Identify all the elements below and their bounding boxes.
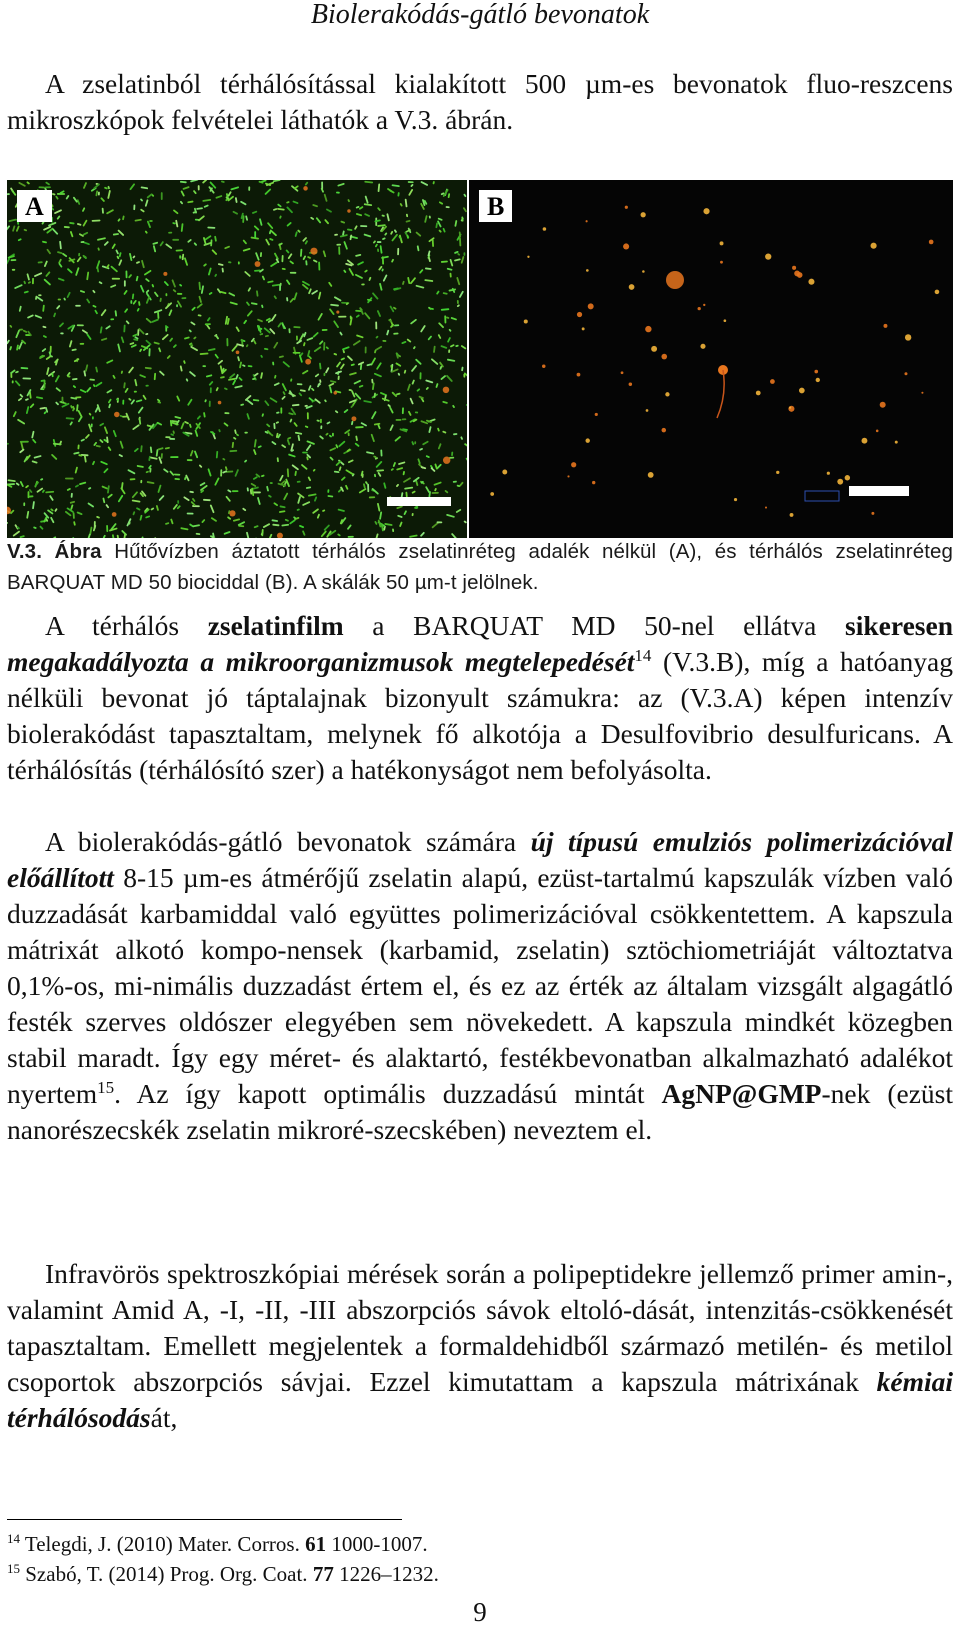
scale-bar-a <box>387 497 451 506</box>
footnote-14-text: Telegdi, J. (2010) Mater. Corros. <box>20 1532 306 1556</box>
page-number: 9 <box>473 1597 487 1627</box>
p2-bold-1: AgNP@GMP <box>661 1078 822 1109</box>
footnote-15 <box>7 1562 439 1586</box>
p1-bold-italic-1: megakadályozta a mikroorganizmusok megtelepedését <box>7 646 635 677</box>
footnote-14-volume: 61 <box>305 1532 327 1556</box>
p2-text-1: A biolerakódás-gátló bevonatok számára <box>45 826 531 857</box>
footnote-15-number: 15 <box>7 1561 20 1576</box>
panel-b-label: B <box>479 190 512 222</box>
footnote-14-pages: 1000-1007. <box>326 1532 428 1556</box>
panel-b-micrograph <box>469 180 953 538</box>
p3-text-1: Infravörös spektroszkópiai mérések során a polipeptidekre jellemző primer amin-, valamint Amid A, -I, -II, -III abszorpciós sávok eltoló-dását, intenzitás-csökkenését tapasztaltam. Emellett megjelentek a formaldehidből származó metilén- és metilol csoportok abszorpciós sávjai. Ezzel kimutattam a kapszula mátrixának <box>7 1258 953 1397</box>
caption-text: Hűtővízben áztatott térhálós zselatinréteg adalék nélkül (A), és térhálós zselatinréteg BARQUAT MD 50 biociddal (B). A skálák 50 µm-t jelölnek. <box>7 540 953 594</box>
panel-b-image <box>469 180 953 538</box>
footnote-divider <box>7 1519 402 1520</box>
panel-a-image <box>7 180 467 538</box>
p2-text-4: -nek (ezüst nanorészecskék zselatin mikroré-szecskében) neveztem el. <box>7 1078 953 1145</box>
p2-bold-italic-1: új típusú emulziós polimerizációval előállított <box>7 826 953 893</box>
intro-text: A zselatinból térhálósítással kialakított 500 µm-es bevonatok fluo-reszcens mikroszkópok felvételei láthatók a V.3. ábrán. <box>7 68 953 135</box>
footnote-ref-14: 14 <box>634 645 652 665</box>
footnote-14 <box>7 1532 428 1556</box>
p3-text-2: át, <box>150 1402 178 1433</box>
panel-a-label: A <box>17 190 52 222</box>
p1-text-3: (V.3.B), míg a hatóanyag nélküli bevonat jó táptalajnak bizonyult számukra: az (V.3.A) képen intenzív biolerakódást tapasztaltam, melynek fő alkotója a Desulfovibrio desulfuricans. A térhálósítás (térhálósító szer) a hatékonyságot nem befolyásolta. <box>7 646 953 785</box>
figure-caption <box>7 536 953 598</box>
footnote-15-volume: 77 <box>312 1562 334 1586</box>
running-head: Biolerakódás-gátló bevonatok <box>310 0 650 30</box>
caption-label: V.3. Ábra <box>7 540 102 563</box>
p1-bold-2: sikeresen <box>845 610 953 641</box>
footnote-ref-15: 15 <box>97 1077 115 1097</box>
footnote-15-text: Szabó, T. (2014) Prog. Org. Coat. <box>20 1562 313 1586</box>
p1-bold-1: zselatinfilm <box>207 610 344 641</box>
p2-text-2: 8-15 µm-es átmérőjű zselatin alapú, ezüst-tartalmú kapszulák vízben való duzzadását karbamiddal való együttes polimerizációval csökkentettem. A kapszula mátrixát alkotó kompo-nensek (karbamid, zselatin) sztöchiometriáját változtatva 0,1%-os, mi-nimális duzzadást értem el, és ez az érték az általam vizsgált algagátló festék szerves oldószer elegyében sem növekedett. A kapszula mindkét közegben stabil maradt. Így egy méret- és alaktartó, festékbevonatban alkalmazható adalékot nyertem <box>7 862 953 1109</box>
footnote-14-number: 14 <box>7 1531 20 1546</box>
paragraph-1 <box>7 608 953 788</box>
scale-bar-b <box>849 486 909 496</box>
p3-bold-italic-1: kémiai térhálósodás <box>7 1366 953 1433</box>
footnote-15-pages: 1226–1232. <box>333 1562 439 1586</box>
panel-a-micrograph <box>7 180 467 538</box>
intro-paragraph <box>7 66 953 138</box>
figure-v3 <box>7 180 953 538</box>
p1-text-1: A térhálós <box>45 610 208 641</box>
p2-text-3: . Az így kapott optimális duzzadású mintát <box>114 1078 662 1109</box>
paragraph-2 <box>7 824 953 1148</box>
paragraph-3 <box>7 1256 953 1436</box>
p1-text-2: a BARQUAT MD 50-nel ellátva <box>343 610 846 641</box>
